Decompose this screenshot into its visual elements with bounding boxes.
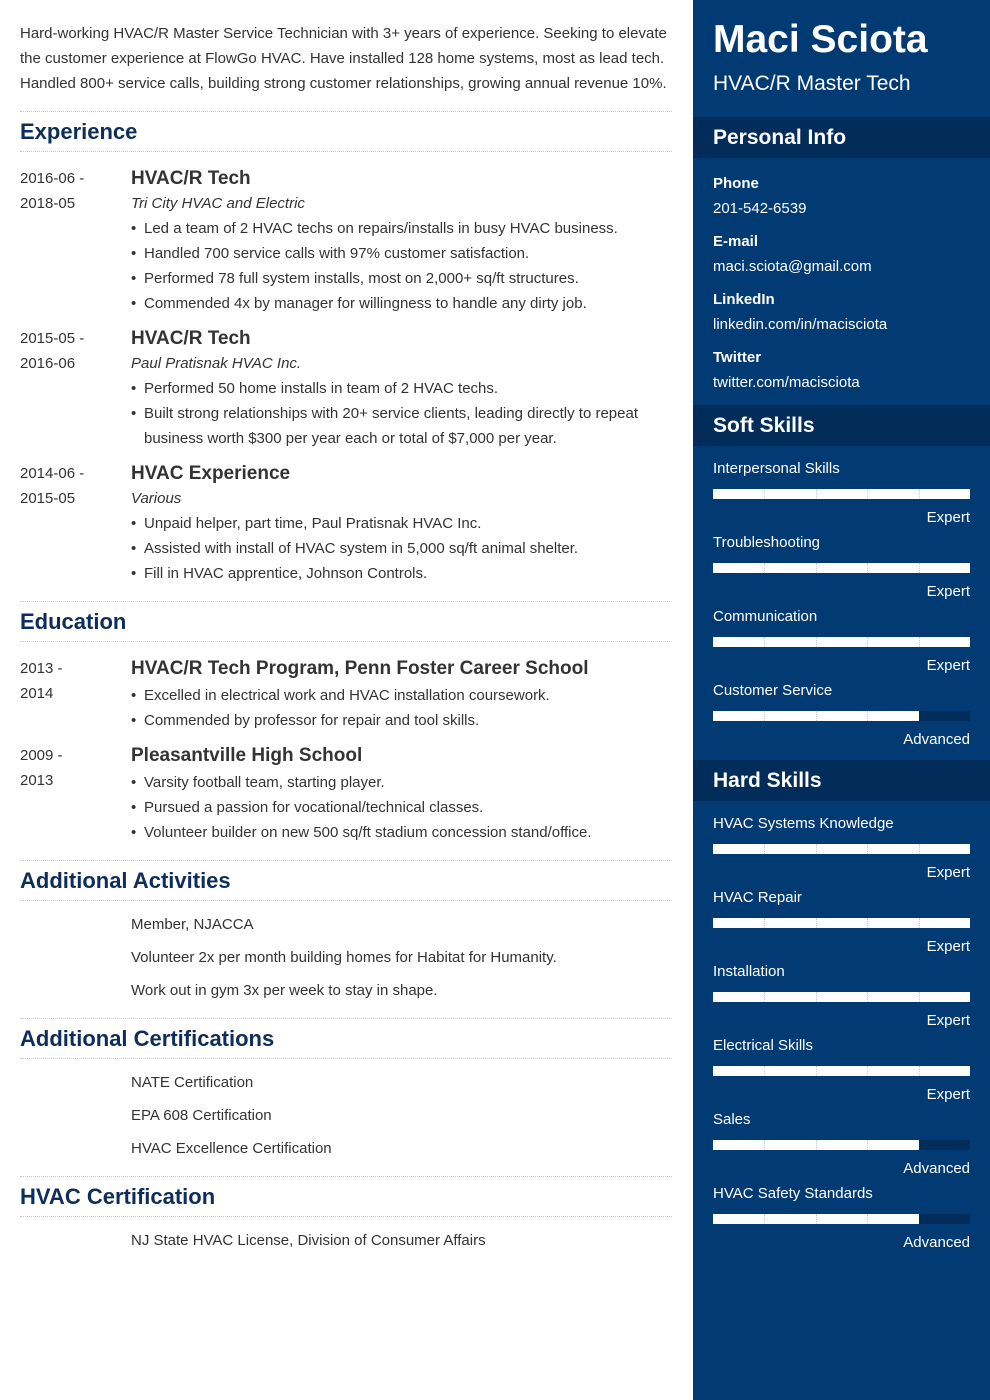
skill-level-bar bbox=[713, 918, 970, 928]
resume-main-column bbox=[20, 0, 672, 1257]
skill-level-label: Advanced bbox=[903, 1234, 970, 1251]
bar-segment-divider bbox=[867, 844, 868, 854]
experience-entry bbox=[20, 461, 672, 586]
section-title-activities: Additional Activities bbox=[20, 868, 231, 893]
certification-item: NATE Certification bbox=[131, 1074, 254, 1091]
twitter-link[interactable]: twitter.com/macisciota bbox=[713, 374, 860, 391]
education-list bbox=[20, 656, 672, 845]
bar-segment-divider bbox=[764, 1066, 765, 1076]
skill-name: HVAC Systems Knowledge bbox=[713, 815, 894, 832]
employer: Tri City HVAC and Electric bbox=[131, 195, 305, 212]
section-title-additional-certifications: Additional Certifications bbox=[20, 1026, 275, 1051]
job-role: HVAC/R Tech bbox=[131, 328, 251, 349]
skill-name: Customer Service bbox=[713, 682, 833, 699]
bar-segment-divider bbox=[816, 563, 817, 573]
skill-level-bar bbox=[713, 1214, 970, 1224]
job-role: HVAC/R Tech bbox=[131, 168, 251, 189]
skill-level-bar bbox=[713, 844, 970, 854]
bar-segment-divider bbox=[764, 844, 765, 854]
bar-segment-divider bbox=[919, 918, 920, 928]
twitter-label: Twitter bbox=[713, 349, 762, 366]
education-detail: • Pursued a passion for vocational/technical classes. bbox=[131, 795, 672, 820]
bar-segment-divider bbox=[867, 1066, 868, 1076]
bar-segment-divider bbox=[764, 637, 765, 647]
skill-level-bar bbox=[713, 563, 970, 573]
bar-segment-divider bbox=[867, 563, 868, 573]
skill-level-bar bbox=[713, 1066, 970, 1076]
achievement: • Performed 50 home installs in team of 2 HVAC techs. bbox=[131, 376, 672, 401]
bar-segment-divider bbox=[764, 563, 765, 573]
skill-level-bar bbox=[713, 489, 970, 499]
skill-level-label: Expert bbox=[926, 583, 970, 600]
skill-name: Installation bbox=[713, 963, 785, 980]
employer: Paul Pratisnak HVAC Inc. bbox=[131, 355, 302, 372]
skill-level-label: Expert bbox=[926, 657, 970, 674]
bar-segment-divider bbox=[867, 711, 868, 721]
certification-item: NJ State HVAC License, Division of Consumer Affairs bbox=[131, 1232, 486, 1249]
activity-item: Volunteer 2x per month building homes for Habitat for Humanity. bbox=[131, 949, 557, 966]
candidate-name: Maci Sciota bbox=[713, 18, 928, 61]
skill-level-label: Expert bbox=[926, 1012, 970, 1029]
bar-segment-divider bbox=[816, 711, 817, 721]
skill-level-label: Expert bbox=[926, 938, 970, 955]
bar-segment-divider bbox=[867, 1214, 868, 1224]
skill-item bbox=[713, 1183, 970, 1254]
date-end: 2015-05 bbox=[20, 490, 76, 507]
bar-segment-divider bbox=[764, 918, 765, 928]
bar-segment-divider bbox=[919, 563, 920, 573]
email-value[interactable]: maci.sciota@gmail.com bbox=[713, 258, 872, 275]
bar-segment-divider bbox=[764, 489, 765, 499]
entry-dates bbox=[20, 461, 131, 586]
job-role: HVAC Experience bbox=[131, 463, 291, 484]
certification-item: HVAC Excellence Certification bbox=[131, 1140, 332, 1157]
skill-item bbox=[713, 606, 970, 677]
employer: Various bbox=[131, 490, 182, 507]
experience-list bbox=[20, 166, 672, 586]
sidebar-header bbox=[693, 0, 990, 117]
certification-item: EPA 608 Certification bbox=[131, 1107, 272, 1124]
hard-skills-list bbox=[693, 801, 990, 1263]
hvac-certification-list bbox=[20, 1224, 672, 1257]
skill-item bbox=[713, 887, 970, 958]
skill-level-label: Expert bbox=[926, 864, 970, 881]
bar-segment-divider bbox=[867, 489, 868, 499]
bar-segment-divider bbox=[764, 992, 765, 1002]
divider bbox=[20, 1216, 672, 1217]
bar-segment-divider bbox=[867, 637, 868, 647]
achievement-list bbox=[131, 376, 672, 451]
phone-label: Phone bbox=[713, 175, 759, 192]
school-name: Pleasantville High School bbox=[131, 745, 363, 766]
date-start: 2013 - bbox=[20, 660, 63, 677]
bar-segment-divider bbox=[867, 992, 868, 1002]
education-detail: • Commended by professor for repair and tool skills. bbox=[131, 708, 672, 733]
skill-name: Electrical Skills bbox=[713, 1037, 814, 1054]
candidate-job-title: HVAC/R Master Tech bbox=[713, 72, 911, 95]
bar-segment-divider bbox=[764, 711, 765, 721]
section-title-education: Education bbox=[20, 609, 127, 634]
date-start: 2015-05 - bbox=[20, 330, 85, 347]
entry-dates bbox=[20, 656, 131, 733]
skill-item bbox=[713, 1109, 970, 1180]
linkedin-label: LinkedIn bbox=[713, 291, 775, 308]
email-label: E-mail bbox=[713, 233, 759, 250]
divider bbox=[20, 151, 672, 152]
entry-dates bbox=[20, 166, 131, 316]
education-detail: • Excelled in electrical work and HVAC installation coursework. bbox=[131, 683, 672, 708]
achievement: • Built strong relationships with 20+ service clients, leading directly to repeat business worth $300 per year each or total of $7,000 per year. bbox=[131, 401, 672, 451]
degree-title: HVAC/R Tech Program, Penn Foster Career School bbox=[131, 658, 589, 679]
bar-segment-divider bbox=[919, 1066, 920, 1076]
skill-item bbox=[713, 680, 970, 751]
activities-list bbox=[20, 908, 672, 1007]
skill-level-bar bbox=[713, 711, 970, 721]
skill-level-label: Expert bbox=[926, 1086, 970, 1103]
skill-name: Troubleshooting bbox=[713, 534, 821, 551]
bar-segment-divider bbox=[816, 1140, 817, 1150]
activity-item: Work out in gym 3x per week to stay in shape. bbox=[131, 982, 438, 999]
soft-skills-list bbox=[693, 446, 990, 760]
skill-item bbox=[713, 532, 970, 603]
achievement: • Unpaid helper, part time, Paul Pratisnak HVAC Inc. bbox=[131, 511, 672, 536]
achievement: • Assisted with install of HVAC system in 5,000 sq/ft animal shelter. bbox=[131, 536, 672, 561]
activity-item: Member, NJACCA bbox=[131, 916, 254, 933]
bar-segment-divider bbox=[919, 992, 920, 1002]
divider bbox=[20, 641, 672, 642]
education-detail: • Volunteer builder on new 500 sq/ft stadium concession stand/office. bbox=[131, 820, 672, 845]
date-end: 2018-05 bbox=[20, 195, 76, 212]
entry-dates bbox=[20, 326, 131, 451]
date-start: 2014-06 - bbox=[20, 465, 85, 482]
achievement-list bbox=[131, 511, 672, 586]
skill-level-bar bbox=[713, 637, 970, 647]
skill-name: HVAC Repair bbox=[713, 889, 802, 906]
bar-segment-divider bbox=[867, 918, 868, 928]
bar-segment-divider bbox=[919, 489, 920, 499]
education-details bbox=[131, 770, 672, 845]
experience-entry bbox=[20, 166, 672, 316]
education-details bbox=[131, 683, 672, 733]
skill-item bbox=[713, 813, 970, 884]
skill-item bbox=[713, 458, 970, 529]
date-end: 2016-06 bbox=[20, 355, 76, 372]
education-detail: • Varsity football team, starting player. bbox=[131, 770, 672, 795]
achievement-list bbox=[131, 216, 672, 316]
resume-sidebar bbox=[693, 0, 990, 1400]
date-start: 2009 - bbox=[20, 747, 63, 764]
bar-segment-divider bbox=[816, 1214, 817, 1224]
bar-segment-divider bbox=[816, 844, 817, 854]
section-title-hvac-certification: HVAC Certification bbox=[20, 1184, 216, 1209]
skill-name: Sales bbox=[713, 1111, 751, 1128]
experience-entry bbox=[20, 326, 672, 451]
achievement: • Led a team of 2 HVAC techs on repairs/installs in busy HVAC business. bbox=[131, 216, 672, 241]
bar-segment-divider bbox=[816, 637, 817, 647]
date-end: 2014 bbox=[20, 685, 54, 702]
section-title-hard-skills: Hard Skills bbox=[693, 760, 990, 801]
bar-segment-divider bbox=[764, 1214, 765, 1224]
section-title-soft-skills: Soft Skills bbox=[693, 405, 990, 446]
skill-name: HVAC Safety Standards bbox=[713, 1185, 873, 1202]
date-end: 2013 bbox=[20, 772, 54, 789]
divider bbox=[20, 1058, 672, 1059]
entry-dates bbox=[20, 743, 131, 845]
skill-level-label: Advanced bbox=[903, 1160, 970, 1177]
bar-segment-divider bbox=[816, 1066, 817, 1076]
achievement: • Commended 4x by manager for willingness to handle any dirty job. bbox=[131, 291, 672, 316]
achievement: • Fill in HVAC apprentice, Johnson Controls. bbox=[131, 561, 672, 586]
skill-level-bar bbox=[713, 1140, 970, 1150]
date-start: 2016-06 - bbox=[20, 170, 85, 187]
bar-segment-divider bbox=[764, 1140, 765, 1150]
skill-item bbox=[713, 1035, 970, 1106]
bar-segment-divider bbox=[919, 844, 920, 854]
bar-segment-divider bbox=[919, 637, 920, 647]
additional-certifications-list bbox=[20, 1066, 672, 1165]
skill-level-bar bbox=[713, 992, 970, 1002]
skill-name: Communication bbox=[713, 608, 818, 625]
bar-segment-divider bbox=[816, 992, 817, 1002]
divider bbox=[20, 900, 672, 901]
bar-segment-divider bbox=[867, 1140, 868, 1150]
achievement: • Handled 700 service calls with 97% customer satisfaction. bbox=[131, 241, 672, 266]
section-title-personal-info: Personal Info bbox=[693, 117, 990, 158]
section-title-experience: Experience bbox=[20, 119, 138, 144]
education-entry bbox=[20, 743, 672, 845]
bar-segment-divider bbox=[816, 489, 817, 499]
skill-item bbox=[713, 961, 970, 1032]
skill-level-label: Expert bbox=[926, 509, 970, 526]
linkedin-link[interactable]: linkedin.com/in/macisciota bbox=[713, 316, 888, 333]
profile-summary: Hard-working HVAC/R Master Service Technician with 3+ years of experience. Seeking to elevate the customer experience at FlowGo HVAC. Have installed 128 home systems, most as lead tech. Handled 800+ service calls, building strong customer relationships, growing annual revenue 10%. bbox=[20, 25, 667, 92]
phone-value[interactable]: 201-542-6539 bbox=[713, 200, 807, 217]
achievement: • Performed 78 full system installs, most on 2,000+ sq/ft structures. bbox=[131, 266, 672, 291]
education-entry bbox=[20, 656, 672, 733]
personal-info-list bbox=[693, 158, 990, 405]
skill-name: Interpersonal Skills bbox=[713, 460, 840, 477]
skill-level-label: Advanced bbox=[903, 731, 970, 748]
bar-segment-divider bbox=[816, 918, 817, 928]
